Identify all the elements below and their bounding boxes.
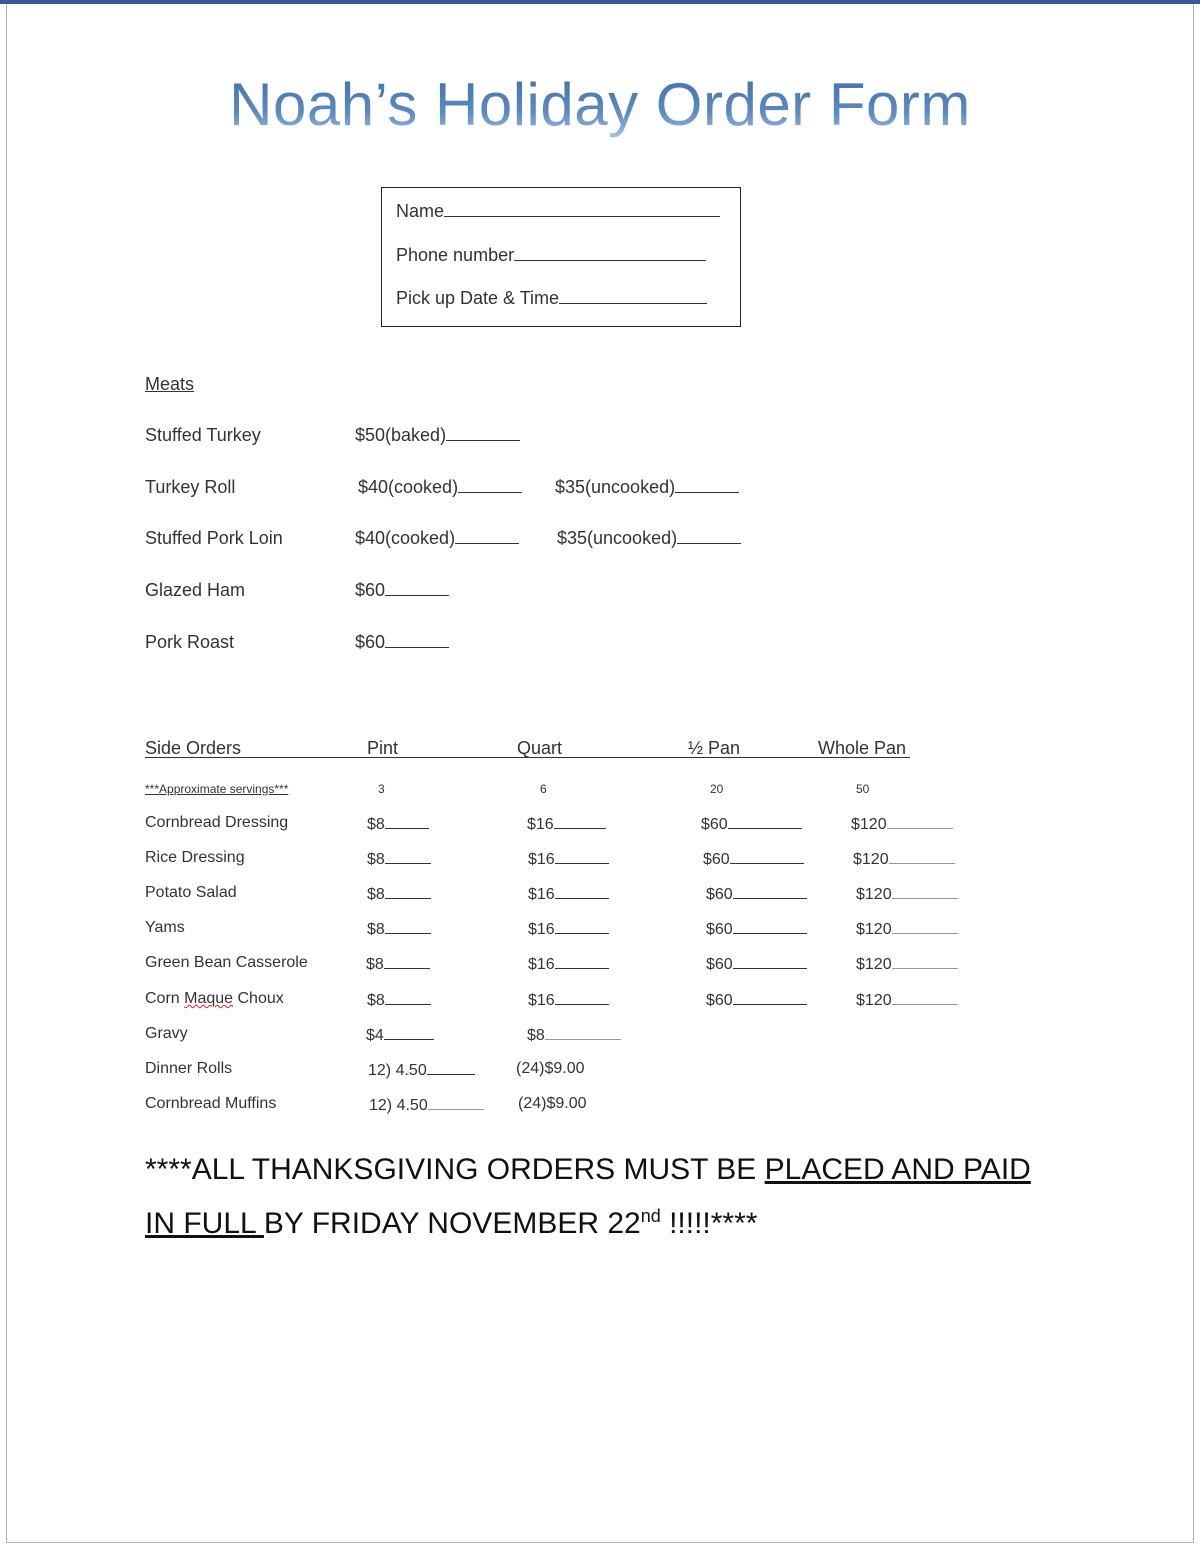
whole-pan-price[interactable]: $120 <box>856 952 958 976</box>
side-item-name: Dinner Rolls <box>145 1060 233 1077</box>
whole-pan-header: Whole Pan <box>818 738 907 758</box>
pint-price[interactable]: $8 <box>367 917 431 941</box>
meat-option[interactable]: $50(baked) <box>355 424 520 446</box>
quart-price[interactable]: $16 <box>528 882 609 906</box>
meat-option[interactable]: $60 <box>355 579 449 601</box>
pickup-label: Pick up Date & Time <box>396 288 560 308</box>
half-pan-price[interactable]: $60 <box>706 988 807 1012</box>
half-pan-price[interactable]: $60 <box>706 917 807 941</box>
meat-option[interactable]: $40(cooked) <box>358 476 522 498</box>
side-item-name: Corn Maque Choux <box>145 990 284 1007</box>
half-pan-price[interactable]: $60 <box>701 812 802 836</box>
half-pan-price[interactable]: $60 <box>706 952 807 976</box>
servings-pint: 3 <box>378 782 385 796</box>
meat-option[interactable]: $35(uncooked) <box>557 527 741 549</box>
quart-price[interactable]: $16 <box>528 952 609 976</box>
meats-heading: Meats <box>145 374 195 394</box>
meat-item-name: Pork Roast <box>145 632 235 652</box>
meat-item-name: Stuffed Pork Loin <box>145 528 283 548</box>
pickup-blank[interactable] <box>559 285 707 304</box>
half-pan-price[interactable]: $60 <box>706 882 807 906</box>
name-field[interactable] <box>396 198 720 222</box>
whole-pan-price[interactable]: $120 <box>856 917 958 941</box>
pint-price[interactable]: 12) 4.50 <box>369 1093 484 1117</box>
name-blank[interactable] <box>444 198 720 217</box>
header-rule <box>145 757 910 758</box>
deadline-notice-line2: IN FULL BY FRIDAY NOVEMBER 22nd !!!!!**** <box>145 1206 758 1240</box>
quart-price[interactable]: $16 <box>528 917 609 941</box>
side-item-name: Cornbread Muffins <box>145 1095 277 1112</box>
quart-price[interactable]: $8 <box>527 1023 621 1047</box>
whole-pan-price[interactable]: $120 <box>851 812 953 836</box>
side-item-name: Yams <box>145 919 185 936</box>
pint-price[interactable]: $8 <box>366 952 430 976</box>
side-item-name: Cornbread Dressing <box>145 814 289 831</box>
whole-pan-price[interactable]: $120 <box>856 882 958 906</box>
deadline-notice-line1: ****ALL THANKSGIVING ORDERS MUST BE PLACED AND PAID <box>145 1153 1031 1186</box>
customer-info-box <box>381 187 741 327</box>
pint-price[interactable]: $4 <box>366 1023 434 1047</box>
side-item-name: Rice Dressing <box>145 849 245 866</box>
pint-price[interactable]: $8 <box>367 988 431 1012</box>
quart-price[interactable]: $16 <box>528 847 609 871</box>
phone-blank[interactable] <box>514 242 706 261</box>
phone-label: Phone number <box>396 245 515 265</box>
quart-header: Quart <box>517 738 563 758</box>
quart-price[interactable]: $16 <box>528 988 609 1012</box>
pint-price[interactable]: 12) 4.50 <box>368 1058 475 1082</box>
pint-price[interactable]: $8 <box>367 812 429 836</box>
quart-price[interactable]: (24)$9.00 <box>518 1095 587 1112</box>
pint-price[interactable]: $8 <box>367 882 431 906</box>
spellcheck-flag: Maque <box>184 990 234 1007</box>
pint-price[interactable]: $8 <box>367 847 431 871</box>
pickup-field[interactable] <box>396 285 707 309</box>
servings-quart: 6 <box>540 782 547 796</box>
meat-option[interactable]: $60 <box>355 631 449 653</box>
servings-whole-pan: 50 <box>856 782 870 796</box>
side-item-name: Gravy <box>145 1025 188 1042</box>
side-item-name: Green Bean Casserole <box>145 954 308 971</box>
side-item-name: Potato Salad <box>145 884 237 901</box>
meat-item-name: Stuffed Turkey <box>145 425 261 445</box>
meat-option[interactable]: $35(uncooked) <box>555 476 739 498</box>
name-label: Name <box>396 201 445 221</box>
page-title: Noah’s Holiday Order Form <box>0 70 1200 140</box>
pint-header: Pint <box>367 738 399 758</box>
quart-price[interactable]: $16 <box>527 812 606 836</box>
whole-pan-price[interactable]: $120 <box>853 847 955 871</box>
servings-label: ***Approximate servings*** <box>145 782 289 796</box>
quart-price[interactable]: (24)$9.00 <box>516 1060 585 1077</box>
meat-item-name: Glazed Ham <box>145 580 246 600</box>
side-orders-header: Side Orders <box>145 738 242 758</box>
meat-option[interactable]: $40(cooked) <box>355 527 519 549</box>
half-pan-header: ½ Pan <box>688 738 741 758</box>
phone-field[interactable] <box>396 242 706 266</box>
servings-half-pan: 20 <box>710 782 724 796</box>
whole-pan-price[interactable]: $120 <box>856 988 958 1012</box>
half-pan-price[interactable]: $60 <box>703 847 804 871</box>
meat-item-name: Turkey Roll <box>145 477 236 497</box>
